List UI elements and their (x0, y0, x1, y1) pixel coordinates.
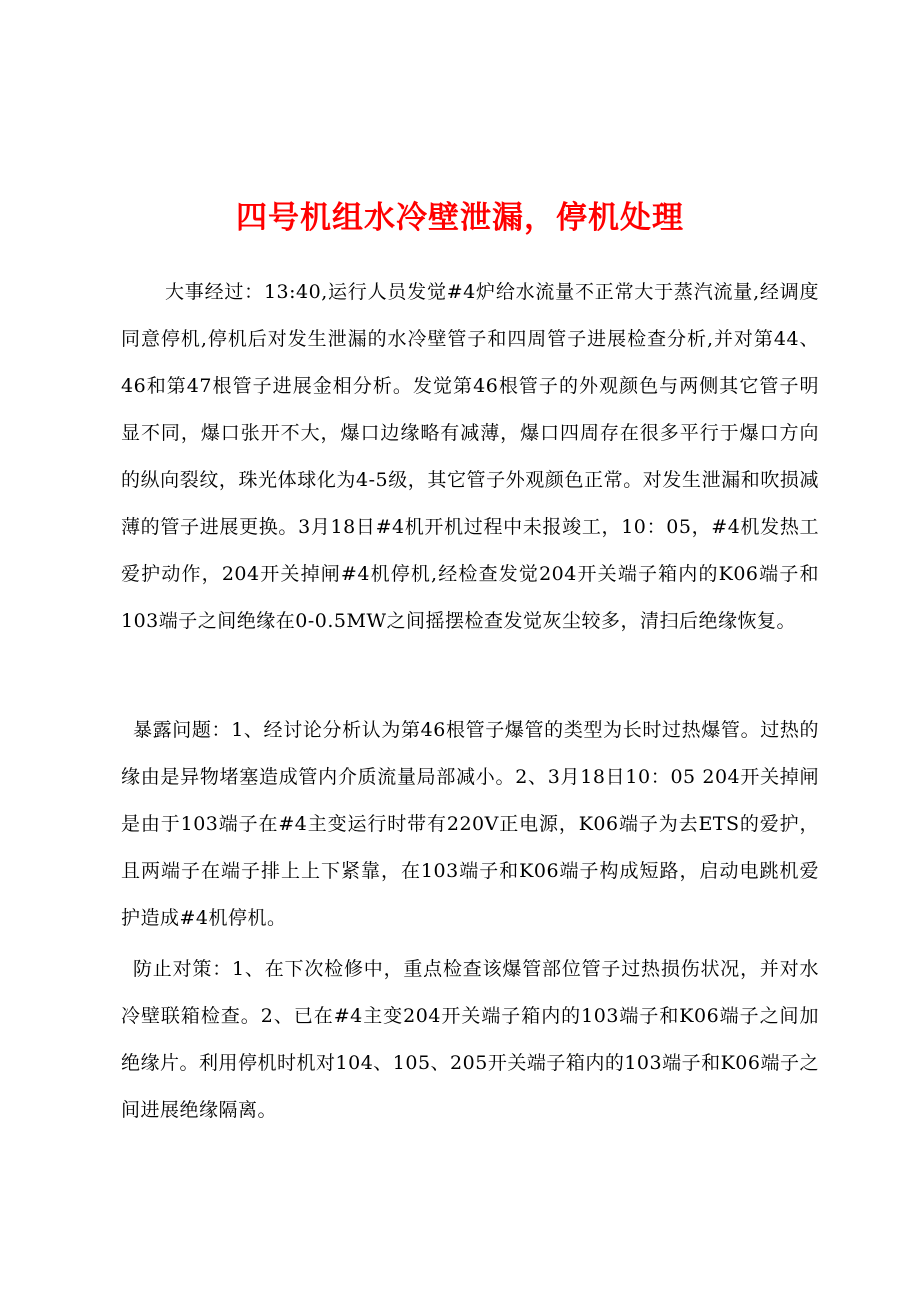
paragraph-problems (121, 707, 819, 942)
paragraph-text: 大事经过：13:40,运行人员发觉#4炉给水流量不正常大于蒸汽流量,经调度同意停机,停机后对发生泄漏的水冷壁管子和四周管子进展检查分析,并对第44、46和第47根管子进展金相分析。发觉第46根管子的外观颜色与两侧其它管子明显不同，爆口张开不大，爆口边缘略有减薄，爆口四周存在很多平行于爆口方向的纵向裂纹，珠光体球化为4-5级，其它管子外观颜色正常。对发生泄漏和吹损减薄的管子进展更换。3月18日#4机开机过程中未报竣工，10：05，#4机发热工爱护动作，204开关掉闸#4机停机,经检查发觉204开关端子箱内的K06端子和103端子之间绝缘在0-0.5MW之间摇摆检查发觉灰尘较多，清扫后绝缘恢复。 (121, 281, 819, 632)
document-title: 四号机组水冷壁泄漏，停机处理 (236, 200, 684, 236)
paragraph-text: 防止对策：1、在下次检修中，重点检查该爆管部位管子过热损伤状况，并对水冷壁联箱检查。2、已在#4主变204开关端子箱内的103端子和K06端子之间加绝缘片。利用停机时机对104、105、205开关端子箱内的103端子和K06端子之间进展绝缘隔离。 (121, 958, 819, 1121)
paragraph-incident (121, 269, 819, 645)
paragraph-text: 暴露问题：1、经讨论分析认为第46根管子爆管的类型为长时过热爆管。过热的缘由是异物堵塞造成管内介质流量局部减小。2、3月18日10：05 204开关掉闸是由于103端子在#4主变运行时带有220V正电源，K06端子为去ETS的爱护，且两端子在端子排上上下紧靠，在103端子和K06端子构成短路，启动电跳机爱护造成#4机停机。 (121, 719, 819, 929)
paragraph-countermeasures (121, 946, 819, 1134)
